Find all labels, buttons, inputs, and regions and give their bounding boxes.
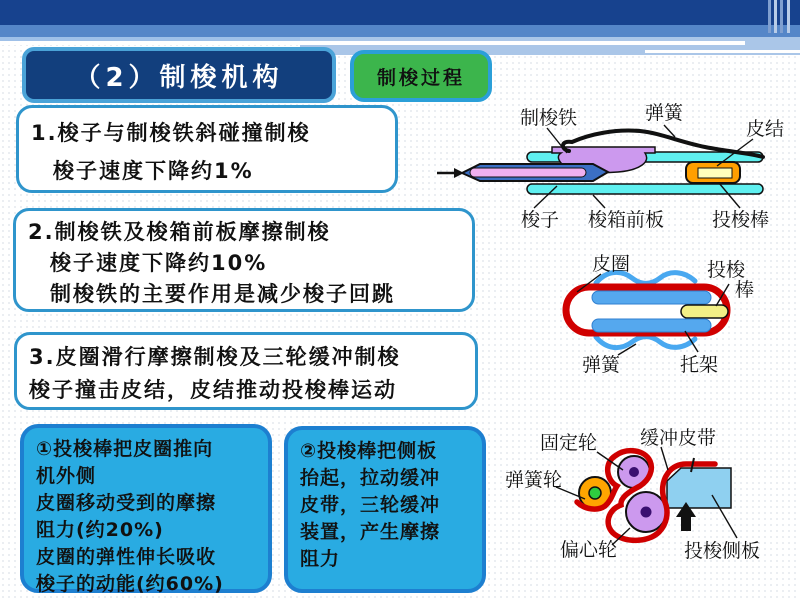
header-vstripe: [780, 0, 783, 33]
callout-line: [661, 447, 668, 470]
process-button[interactable]: 制梭过程: [350, 50, 492, 102]
point-line: 梭子速度下降约1%: [53, 159, 254, 183]
label-bracket: 托架: [680, 354, 719, 376]
point-line: 1.梭子与制梭铁斜碰撞制梭: [31, 121, 311, 145]
callout-line: [593, 195, 605, 208]
label-buffer-belt: 缓冲皮带: [640, 427, 717, 449]
lower-bracket-bar-shape: [592, 319, 711, 332]
note-line: 皮圈的弹性伸长吸收: [36, 546, 217, 568]
picking-stick-tip-shape: [698, 168, 732, 178]
label-fixed-wheel: 固定轮: [540, 432, 598, 454]
point-box-2: [13, 208, 475, 312]
note-box-2: [284, 426, 486, 593]
label-shuttle: 梭子: [521, 209, 560, 231]
note-line: 装置，产生摩擦: [300, 521, 441, 543]
header-bar-mid: [0, 25, 800, 37]
header-bar-dark: [0, 0, 800, 25]
note-line: ①投梭棒把皮圈推向: [36, 438, 214, 460]
side-plate-shape: [667, 468, 731, 508]
note-line: 阻力(约20%): [36, 519, 164, 541]
point-line: 3.皮圈滑行摩擦制梭及三轮缓冲制梭: [29, 345, 401, 369]
point-line: 制梭铁的主要作用是减少梭子回跳: [50, 282, 395, 306]
note-box-1: [20, 424, 272, 593]
note-line: 抬起，拉动缓冲: [300, 467, 441, 489]
label-picker: 皮结: [746, 118, 785, 140]
point-line: 梭子撞击皮结，皮结推动投梭棒运动: [29, 378, 397, 402]
leather-loop-diagram: [540, 245, 800, 380]
point-box-3: [14, 332, 478, 410]
label-brake-iron: 制梭铁: [520, 107, 578, 129]
note-line: 梭子的动能(约60%): [36, 573, 224, 595]
note-line: 机外侧: [36, 465, 97, 487]
label-strap: 皮圈: [592, 253, 631, 275]
label-picking-stick: 棒: [735, 279, 755, 301]
eccentric-wheel-hub: [641, 507, 652, 518]
buffer-device-diagram: [500, 423, 800, 583]
point-box-1: [16, 105, 398, 193]
label-spring: 弹簧: [582, 354, 621, 376]
label-eccentric-wheel: 偏心轮: [560, 539, 618, 561]
label-spring: 弹簧: [645, 102, 684, 124]
label-picking-stick: 投梭: [707, 259, 746, 281]
label-side-plate: 投梭侧板: [684, 540, 761, 562]
spring-wheel-hub: [589, 487, 601, 499]
header-vstripe: [774, 0, 777, 33]
label-picking-stick: 投梭棒: [712, 209, 770, 231]
header-vstripe: [768, 0, 771, 33]
shuttle-brake-diagram: [430, 100, 800, 235]
label-box-front-plate: 梭箱前板: [588, 209, 665, 231]
note-line: 阻力: [300, 548, 341, 570]
bottom-spring-wave-shape: [596, 337, 695, 348]
motion-arrow-head: [454, 168, 464, 178]
note-line: 皮带，三轮缓冲: [300, 494, 441, 516]
fixed-wheel-hub: [629, 467, 639, 477]
picking-stick-shape: [681, 305, 728, 318]
point-line: 2.制梭铁及梭箱前板摩擦制梭: [28, 220, 331, 244]
label-spring-wheel: 弹簧轮: [505, 469, 563, 491]
note-line: ②投梭棒把侧板: [300, 440, 438, 462]
header-stripe-white-1: [0, 41, 745, 45]
header-stripe-white-2: [645, 50, 800, 53]
note-line: 皮圈移动受到的摩擦: [36, 492, 217, 514]
header-vstripe: [787, 0, 790, 33]
page-title: [22, 47, 336, 103]
shuttle-core-shape: [470, 168, 586, 177]
page-title-text: （2）制梭机构: [74, 62, 284, 93]
upper-bracket-bar-shape: [592, 291, 711, 304]
point-line: 梭子速度下降约10%: [50, 251, 268, 275]
